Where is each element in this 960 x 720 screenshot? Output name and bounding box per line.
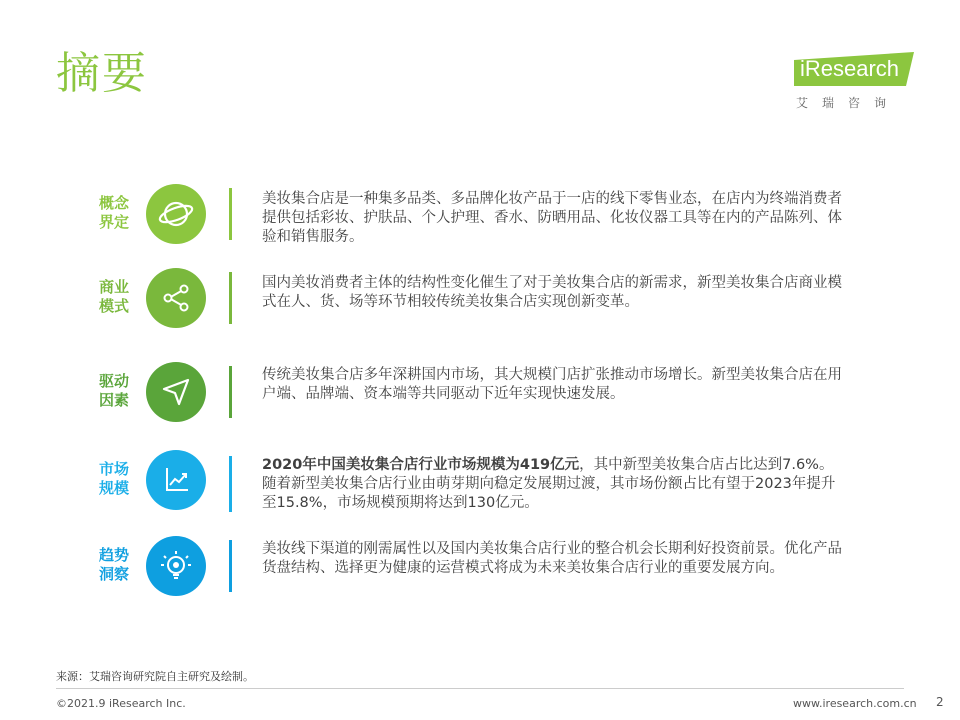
page-number: 2 [936, 695, 944, 709]
summary-row-driving-factors [0, 360, 960, 440]
source-note: 来源：艾瑞咨询研究院自主研究及绘制。 [56, 670, 254, 683]
row-label: 趋势 洞察 [98, 546, 129, 583]
row-description: 国内美妆消费者主体的结构性变化催生了对于美妆集合店的新需求，新型美妆集合店商业模式在人、货、场等环节相较传统美妆集合店实现创新变革。 [262, 275, 842, 310]
summary-row-business-model [0, 266, 960, 346]
row-description: 美妆集合店是一种集多品类、多品牌化妆产品于一店的线下零售业态，在店内为终端消费者提供包括彩妆、护肤品、个人护理、香水、防晒用品、化妆仪器工具等在内的产品陈列、体验和销售服务。 [262, 191, 842, 245]
divider-line [229, 456, 232, 512]
row-label: 市场 规模 [98, 460, 129, 497]
key-statistic: 2020年中国美妆集合店行业市场规模为419亿元 [262, 457, 580, 473]
logo-subtitle: 艾瑞咨询 [796, 96, 901, 110]
footer-divider [56, 688, 904, 689]
page-title: 摘要 [56, 48, 148, 99]
divider-line [229, 540, 232, 592]
summary-row-concept [0, 182, 960, 262]
logo-text: iResearch [800, 56, 900, 81]
divider-line [229, 188, 232, 240]
planet-icon [146, 184, 206, 244]
share-icon [146, 268, 206, 328]
row-description: 2020年中国美妆集合店行业市场规模为419亿元，其中新型美妆集合店占比达到7.6%。随着新型美妆集合店行业由萌芽期向稳定发展期过渡，其市场份额占比有望于2023年提升至15.8%，市场规模预期将达到130亿元。 [262, 457, 836, 511]
website-link[interactable]: www.iresearch.com.cn [793, 697, 917, 710]
summary-row-market-size [0, 448, 960, 528]
row-label: 概念 界定 [98, 194, 129, 231]
iresearch-logo [794, 52, 914, 108]
divider-line [229, 366, 232, 418]
trend-chart-icon [146, 450, 206, 510]
navigation-arrow-icon [146, 362, 206, 422]
row-label: 驱动 因素 [98, 372, 129, 409]
copyright: ©2021.9 iResearch Inc. [56, 697, 186, 710]
divider-line [229, 272, 232, 324]
summary-row-trend-insight [0, 534, 960, 614]
row-description: 传统美妆集合店多年深耕国内市场，其大规模门店扩张推动市场增长。新型美妆集合店在用户端、品牌端、资本端等共同驱动下近年实现快速发展。 [262, 367, 842, 402]
row-label: 商业 模式 [98, 278, 129, 315]
lightbulb-gear-icon [146, 536, 206, 596]
row-description: 美妆线下渠道的刚需属性以及国内美妆集合店行业的整合机会长期利好投资前景。优化产品货盘结构、选择更为健康的运营模式将成为未来美妆集合店行业的重要发展方向。 [262, 541, 842, 576]
